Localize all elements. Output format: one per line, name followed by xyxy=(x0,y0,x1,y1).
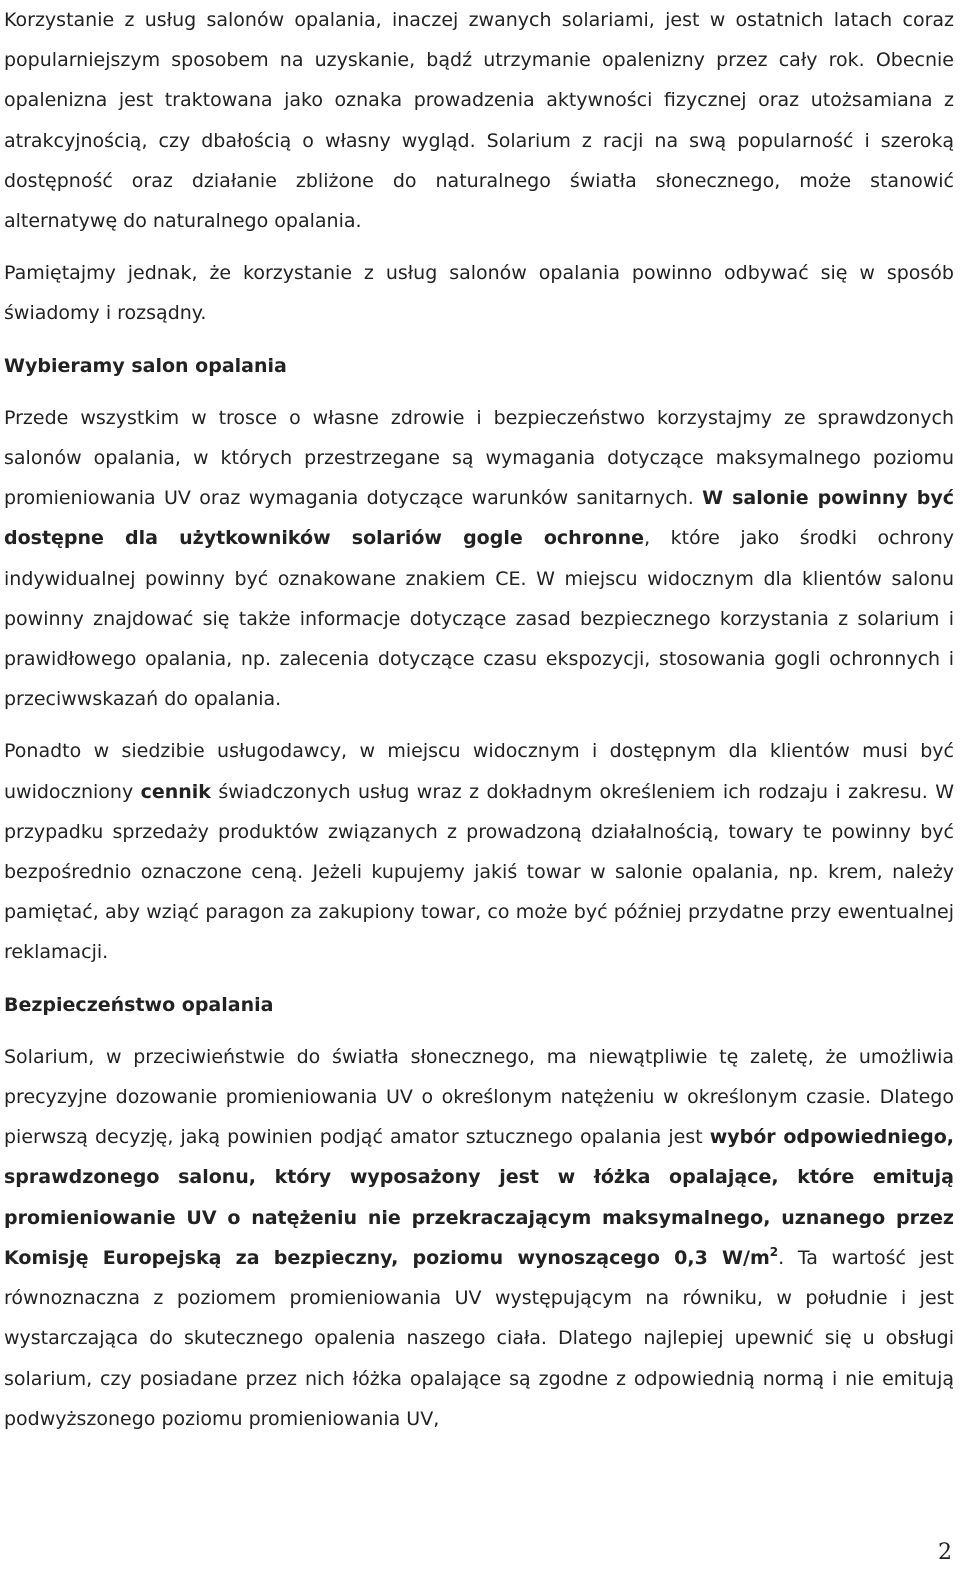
document-page xyxy=(4,0,954,1439)
text-segment: , które jako środki ochrony indywidualnej powinny być oznakowane znakiem CE. W miejscu widocznym dla klientów salonu powinny znajdować się także informacje dotyczące zasad bezpiecznego korzystania z solarium i prawidłowego opalania, np. zalecenia dotyczące czasu ekspozycji, stosowania gogli ochronnych i przeciwwskazań do opalania. xyxy=(4,527,954,711)
heading-tanning-safety: Bezpieczeństwo opalania xyxy=(4,993,274,1016)
text-segment: świadczonych usług wraz z dokładnym określeniem ich rodzaju i zakresu. W przypadku sprzedaży produktów związanych z prowadzoną działalnością, towary te powinny być bezpośrednio oznaczone ceną. Jeżeli kupujemy jakiś towar w salonie opalania, np. krem, należy pamiętać, aby wziąć paragon za zakupiony towar, co może być później przydatne przy ewentualnej reklamacji. xyxy=(4,780,954,964)
text-segment: Przede wszystkim w trosce o własne zdrowie i bezpieczeństwo korzystajmy ze sprawdzonych salonów opalania, w których przestrzegane są wymagania dotyczące maksymalnego poziomu promieniowania UV oraz wymagania dotyczące warunków sanitarnych. xyxy=(4,406,954,510)
heading-choose-salon: Wybieramy salon opalania xyxy=(4,354,287,377)
text-segment: Solarium, w przeciwieństwie do światła słonecznego, ma niewątpliwie tę zaletę, że umożliwia precyzyjne dozowanie promieniowania UV o określonym natężeniu w określonym czasie. Dlatego pierwszą decyzję, jaką powinien podjąć amator sztucznego opalania jest xyxy=(4,1045,954,1149)
paragraph-intro: Korzystanie z usług salonów opalania, inaczej zwanych solariami, jest w ostatnich latach coraz popularniejszym sposobem na uzyskanie, bądź utrzymanie opalenizny przez cały rok. Obecnie opalenizna jest traktowana jako oznaka prowadzenia aktywności fizycznej oraz utożsamiana z atrakcyjnością, czy dbałością o własny wygląd. Solarium z racji na swą popularność i szeroką dostępność oraz działanie zbliżone do naturalnego światła słonecznego, może stanowić alternatywę do naturalnego opalania. xyxy=(4,9,954,233)
paragraph-reminder: Pamiętajmy jednak, że korzystanie z usług salonów opalania powinno odbywać się w sposób świadomy i rozsądny. xyxy=(4,262,954,325)
page-number: 2 xyxy=(938,1540,952,1565)
superscript-two: 2 xyxy=(769,1244,779,1259)
paragraph-salon-requirements xyxy=(4,398,954,720)
text-segment: wybór odpowiedniego, sprawdzonego salonu, który wyposażony jest w łóżka opalające, które emitują promieniowanie UV o natężeniu nie przekraczającym maksymalnego, uznanego przez Komisję Europejską za bezpieczny, poziomu wynoszącego 0,3 W/m xyxy=(4,1126,954,1269)
text-segment: Ponadto w siedzibie usługodawcy, w miejscu widocznym i dostępnym dla klientów musi być uwidoczniony xyxy=(4,740,954,803)
paragraph-price-list xyxy=(4,731,954,972)
text-segment: . Ta wartość jest równoznaczna z poziomem promieniowania UV występującym na równiku, w południe i jest wystarczająca do skutecznego opalenia naszego ciała. Dlatego najlepiej upewnić się u obsługi solarium, czy posiadane przez nich łóżka opalające są zgodne z odpowiednią normą i nie emitują podwyższonego poziomu promieniowania UV, xyxy=(4,1246,954,1430)
bold-text-price-list: cennik xyxy=(140,780,211,803)
paragraph-safety xyxy=(4,1037,954,1439)
bold-text-goggles: W salonie powinny być dostępne dla użytkowników solariów gogle ochronne xyxy=(4,487,954,550)
